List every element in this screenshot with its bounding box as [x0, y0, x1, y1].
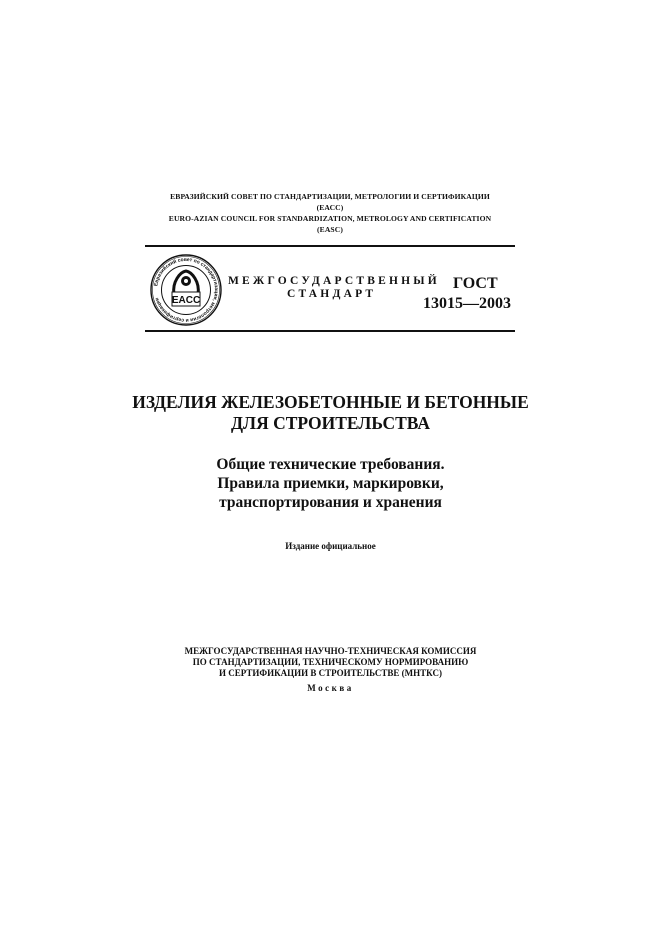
title-line1: ИЗДЕЛИЯ ЖЕЛЕЗОБЕТОННЫЕ И БЕТОННЫЕ	[132, 392, 529, 412]
commission-line3: И СЕРТИФИКАЦИИ В СТРОИТЕЛЬСТВЕ (МНТКС)	[219, 668, 442, 678]
logo-center-text: EACC	[171, 295, 201, 306]
council-name-en: EURO-AZIAN COUNCIL FOR STANDARDIZATION, METROLOGY AND CERTIFICATION	[168, 214, 492, 223]
title-line2: ДЛЯ СТРОИТЕЛЬСТВА	[230, 413, 431, 433]
document-title	[100, 392, 561, 434]
publication-city: Москва	[307, 683, 354, 693]
subtitle-line3: транспортирования и хранения	[219, 494, 442, 511]
gost-number: 13015—2003	[423, 295, 511, 312]
commission-line2: ПО СТАНДАРТИЗАЦИИ, ТЕХНИЧЕСКОМУ НОРМИРОВАНИЮ	[192, 657, 469, 667]
council-name-ru: ЕВРАЗИЙСКИЙ СОВЕТ ПО СТАНДАРТИЗАЦИИ, МЕТРОЛОГИИ И СЕРТИФИКАЦИИ	[170, 192, 490, 201]
easc-logo-emblem	[150, 254, 222, 326]
council-abbr-ru: (ЕАСС)	[316, 203, 344, 212]
council-abbr-en: (EASC)	[317, 225, 343, 234]
standard-type-line1: МЕЖГОСУДАРСТВЕННЫЙ	[228, 275, 440, 287]
subtitle-line1: Общие технические требования.	[216, 456, 445, 473]
standard-type-line2: СТАНДАРТ	[287, 288, 377, 300]
top-rule	[145, 245, 515, 247]
subtitle-line2: Правила приемки, маркировки,	[217, 475, 444, 492]
edition-label: Издание официальное	[285, 541, 376, 551]
publisher-commission	[100, 646, 561, 679]
easc-logo	[150, 254, 222, 326]
logo-ring-text: Евразийский совет по стандартизации, метрологии и сертификации	[153, 256, 220, 324]
gost-label: ГОСТ	[453, 275, 498, 292]
document-subtitle	[100, 455, 561, 512]
council-header	[145, 191, 515, 235]
commission-line1: МЕЖГОСУДАРСТВЕННАЯ НАУЧНО-ТЕХНИЧЕСКАЯ КОМИССИЯ	[184, 646, 477, 656]
bottom-rule	[145, 330, 515, 332]
